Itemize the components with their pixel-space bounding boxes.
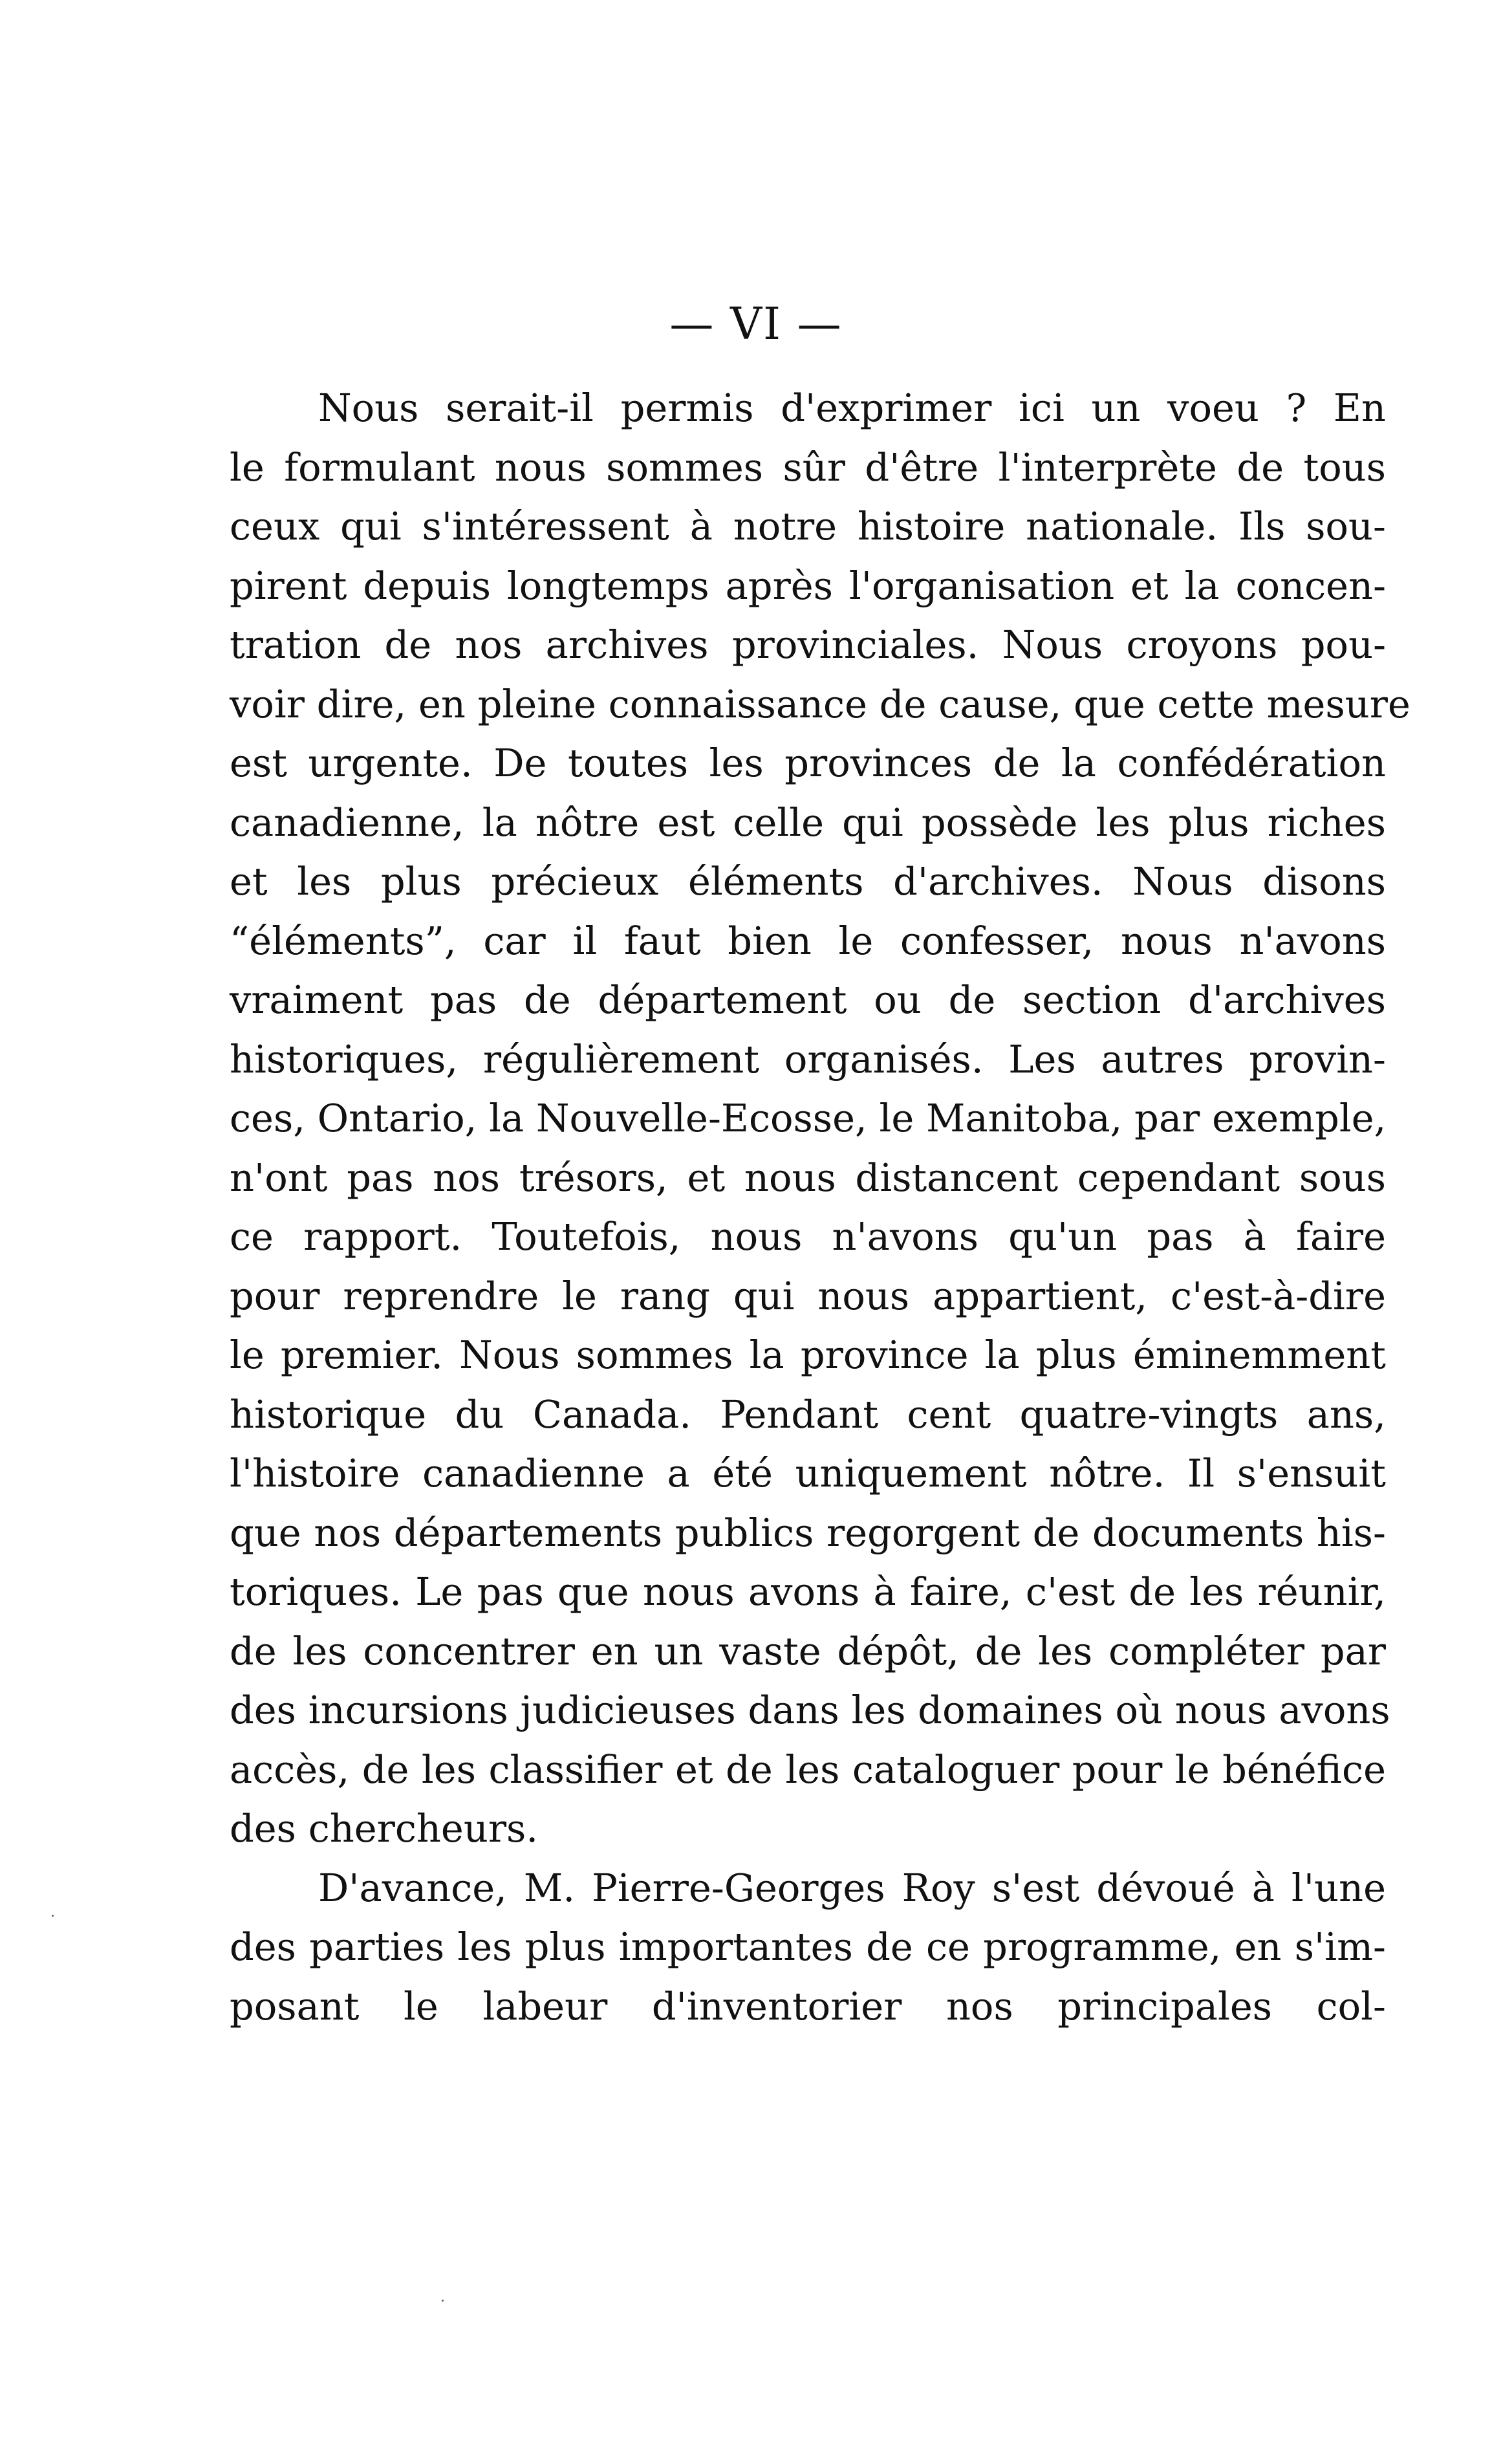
paragraph-2 xyxy=(230,1858,1386,2036)
text-line: “éléments”, car il faut bien le confesser, nous n'avons xyxy=(230,918,1386,963)
text-line: pour reprendre le rang qui nous appartient, c'est-à-dire xyxy=(230,1273,1386,1318)
text-line: historiques, régulièrement organisés. Les autres provin- xyxy=(230,1036,1386,1082)
text-line: et les plus précieux éléments d'archives. Nous disons xyxy=(230,859,1386,904)
text-line: ces, Ontario, la Nouvelle-Ecosse, le Manitoba, par exemple, xyxy=(230,1096,1387,1140)
text-line: de les concentrer en un vaste dépôt, de les compléter par xyxy=(230,1628,1386,1673)
text-line: le formulant nous sommes sûr d'être l'interprète de tous xyxy=(230,444,1386,490)
page-number: — VI — xyxy=(669,299,843,350)
text-line: D'avance, M. Pierre-Georges Roy s'est dévoué à l'une xyxy=(318,1865,1386,1910)
text-line: tration de nos archives provinciales. Nous croyons pou- xyxy=(230,622,1386,667)
text-line: posant le labeur d'inventorier nos principales col- xyxy=(230,1983,1386,2029)
text-line: canadienne, la nôtre est celle qui possède les plus riches xyxy=(230,800,1386,845)
text-line: des incursions judicieuses dans les domaines où nous avons xyxy=(230,1688,1390,1732)
text-line: est urgente. De toutes les provinces de la confédération xyxy=(230,741,1386,785)
text-line: pirent depuis longtemps après l'organisation et la concen- xyxy=(230,563,1386,608)
text-line: ceux qui s'intéressent à notre histoire nationale. Ils sou- xyxy=(230,504,1386,549)
text-line: n'ont pas nos trésors, et nous distancent cependant sous xyxy=(230,1155,1386,1200)
text-line: le premier. Nous sommes la province la plus éminemment xyxy=(230,1333,1386,1377)
body-text xyxy=(230,378,1410,2036)
scan-speck xyxy=(52,1915,54,1917)
text-line: que nos départements publics regorgent de documents his- xyxy=(230,1510,1386,1555)
text-line: des chercheurs. xyxy=(230,1806,539,1851)
text-line: historique du Canada. Pendant cent quatre-vingts ans, xyxy=(230,1391,1386,1437)
text-line: toriques. Le pas que nous avons à faire, c'est de les réunir, xyxy=(230,1569,1386,1614)
text-line: l'histoire canadienne a été uniquement nôtre. Il s'ensuit xyxy=(230,1451,1386,1496)
text-line: vraiment pas de département ou de section d'archives xyxy=(230,977,1386,1022)
text-line: accès, de les classifier et de les cataloguer pour le bénéfice xyxy=(230,1747,1386,1792)
text-line: des parties les plus importantes de ce programme, en s'im- xyxy=(230,1924,1386,1969)
paragraph-1 xyxy=(230,378,1410,1858)
text-line: ce rapport. Toutefois, nous n'avons qu'un pas à faire xyxy=(230,1214,1386,1259)
text-line: Nous serait-il permis d'exprimer ici un voeu ? En xyxy=(318,386,1386,430)
text-line: voir dire, en pleine connaissance de cause, que cette mesure xyxy=(230,681,1410,726)
scan-speck xyxy=(442,2300,444,2302)
